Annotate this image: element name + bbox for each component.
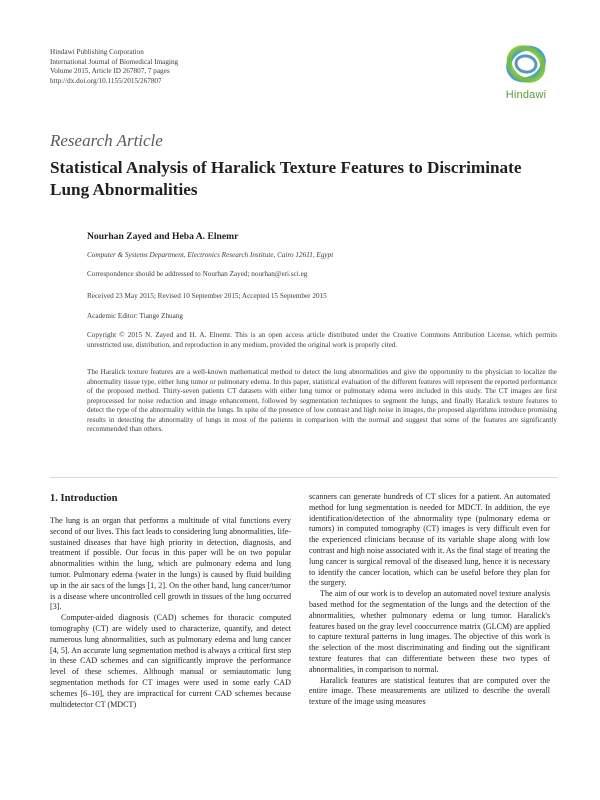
- journal-volume: Volume 2015, Article ID 267807, 7 pages: [50, 67, 170, 76]
- copyright-notice: Copyright © 2015 N. Zayed and H. A. Elnemr. This is an open access article distributed under the Creative Commons Attribution License, which permits unrestricted use, distribution, and reproduction in any medium, provided the original work is properly cited.: [87, 331, 557, 349]
- journal-header: [50, 48, 350, 86]
- dates: Received 23 May 2015; Revised 10 September 2015; Accepted 15 September 2015: [87, 292, 327, 300]
- journal-name: International Journal of Biomedical Imaging: [50, 57, 179, 66]
- right-column: [309, 492, 550, 708]
- section-divider: [50, 477, 557, 478]
- section-heading: 1. Introduction: [50, 493, 118, 504]
- paper-title: Statistical Analysis of Haralick Texture Features to Discriminate Lung Abnormalities: [50, 158, 522, 199]
- hindawi-logo-icon: [496, 44, 556, 88]
- paragraph: The lung is an organ that performs a multitude of vital functions every second of our lives. This fact leads to considering lung abnormalities, life-sustained diseases that have high priority in detection, diagnosis, and treatment if possible. Our focus in this paper will be on two popular abnormalities within the lung, which are pulmonary edema and lung tumor. Pulmonary edema (water in the lungs) is caused by fluid building up in the air sacs of the lungs [1, 2]. On the other hand, lung cancer/tumor is a disease where uncontrolled cell growth in tissues of the lung occurred [3].: [50, 516, 291, 612]
- academic-editor: Academic Editor: Tiange Zhuang: [87, 312, 184, 320]
- journal-publisher: Hindawi Publishing Corporation: [50, 48, 144, 56]
- left-column: [50, 492, 291, 710]
- affiliation: Computer & Systems Department, Electronics Research Institute, Cairo 12611, Egypt: [87, 251, 334, 259]
- paragraph: The aim of our work is to develop an automated novel texture analysis based method for the segmentation of the lungs and the detection of the abnormalities, whether pulmonary edema or lung tumor. Haralick's features based on the gray level cooccurrence matrix (GLCM) are applied to capture textural patterns in lung images. The objective of this work is the selection of the most discriminating and finding out the significant texture features that can differentiate between these two types of abnormalities, in comparison to normal.: [309, 589, 550, 674]
- correspondence: Correspondence should be addressed to Nourhan Zayed; nourhan@eri.sci.eg: [87, 270, 308, 278]
- abstract: The Haralick texture features are a well-known mathematical method to detect the lung abnormalities and give the opportunity to the physician to localize the abnormality tissue type, either lung tumor or pulmonary edema. In this paper, statistical evaluation of the different features will represent the reported performance of the proposed method. Thirty-seven patients CT datasets with either lung tumor or pulmonary edema were included in this study. The CT images are first preprocessed for noise reduction and image enhancement, followed by segmentation techniques to segment the lungs, and finally Haralick texture features to detect the type of the abnormality within the lungs. In spite of the presence of low contrast and high noise in images, the proposed algorithms introduce promising results in detecting the abnormality of lungs in most of the patients in comparison with the normal and suggest that some of the features are significantly recommended than others.: [87, 368, 557, 433]
- authors: Nourhan Zayed and Heba A. Elnemr: [87, 231, 239, 242]
- paragraph: scanners can generate hundreds of CT slices for a patient. An automated method for lung segmentation is needed for MDCT. In addition, the eye identification/detection of the abnormality type (pulmonary edema or tumors) in computed tomography (CT) images is very difficult even for the experienced clinicians because of its variable shape along with low contrast and high noise associated with it. As the final stage of treating the lung cancer is surgical removal of the diseased lung, hence it is necessary to identify the cancer location, which can be useful before they plan for the surgery.: [309, 492, 550, 588]
- paragraph: Computer-aided diagnosis (CAD) schemes for thoracic computed tomography (CT) are widely used to characterize, quantify, and detect numerous lung abnormalities, such as pulmonary edema and lung cancer [4, 5]. An accurate lung segmentation method is always a critical first step in these CAD schemes and can significantly improve the performance level of these schemes. Although manual or semiautomatic lung segmentation methods for CT images were used in some early CAD schemes [6–10], they are impractical for current CAD schemes because multidetector CT (MDCT): [50, 613, 291, 709]
- hindawi-logo: [496, 44, 556, 106]
- hindawi-logo-word: Hindawi: [505, 89, 547, 101]
- paragraph: Haralick features are statistical features that are computed over the entire image. These measurements are utilized to describe the overall texture of the image using measures: [309, 675, 550, 707]
- journal-doi: http://dx.doi.org/10.1155/2015/267807: [50, 76, 162, 85]
- article-type: Research Article: [50, 131, 163, 150]
